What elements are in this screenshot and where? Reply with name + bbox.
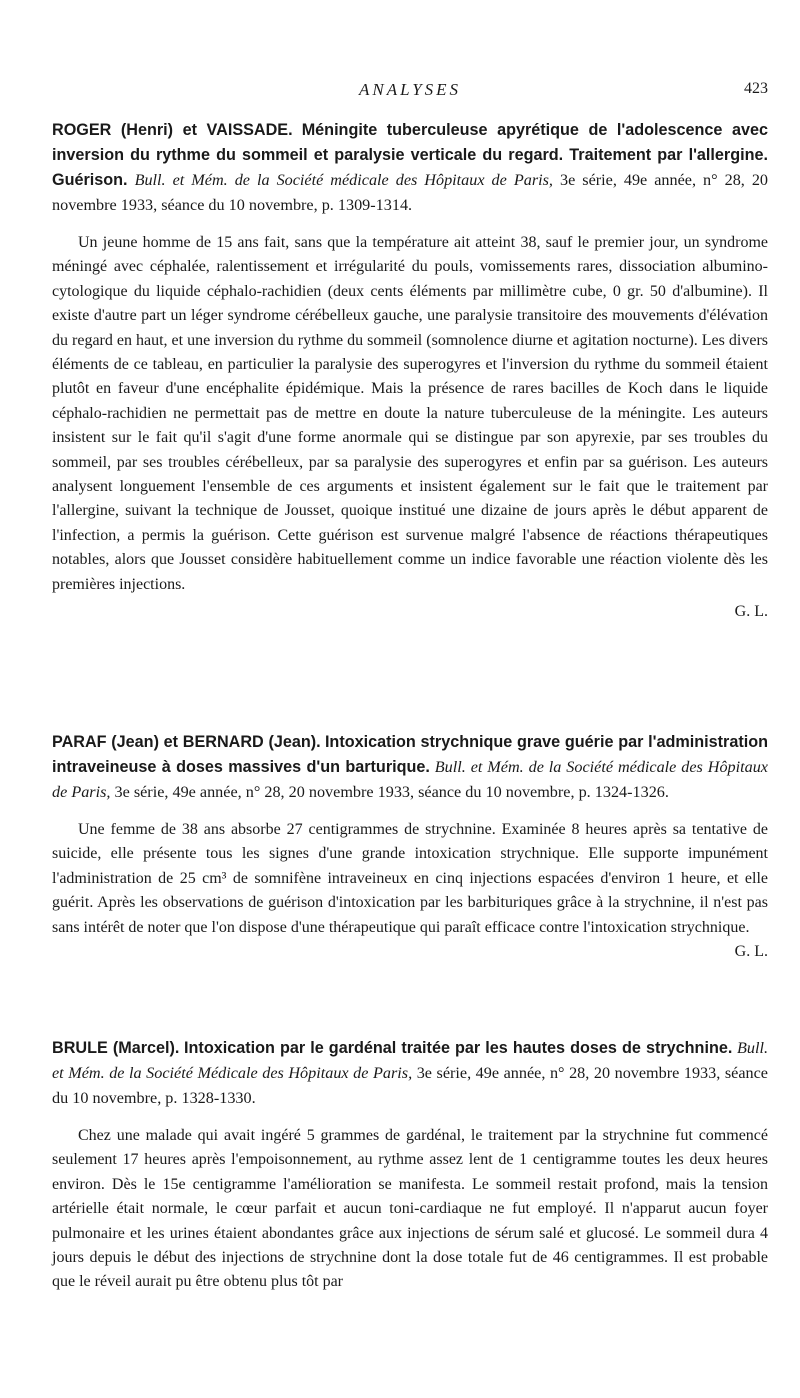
page-header (52, 80, 768, 104)
article-journal: Bull. et Mém. de la Société médicale des Hôpitaux de Paris, (52, 758, 768, 801)
article-roger-vaissade (52, 118, 768, 621)
article-authors: BRULE (Marcel). (52, 1039, 180, 1057)
article-title: Intoxication par le gardénal traitée par les hautes doses de strychnine. (184, 1039, 733, 1057)
article-body-text: Une femme de 38 ans absorbe 27 centigrammes de strychnine. Examinée 8 heures après sa tentative de suicide, elle présente tous les signes d'une grande intoxication strychnique. Elle supporte impunément l'administration de 25 cm³ de somnifène intraveineux en cinq injections espacées d'environ 1 heure, et elle guérit. Après les observations de guérison d'intoxication par les barbituriques grâce à la strychnine, il n'est pas sans intérêt de noter que l'on dispose d'une thérapeutique qui paraît efficace contre l'intoxication strychnique. (52, 821, 768, 936)
page-number: 423 (744, 80, 768, 97)
article-journal: Bull. et Mém. de la Société médicale des Hôpitaux de Paris, (134, 171, 553, 189)
article-body: Un jeune homme de 15 ans fait, sans que la température ait atteint 38, sauf le premier jour, un syndrome méningé avec céphalée, ralentissement et irrégularité du pouls, vomissements rares, dissociation albumino-cytologique du liquide céphalo-rachidien (deux cents éléments par millimètre cube, 0 gr. 50 d'albumine). Il existe d'autre part un léger syndrome cérébelleux gauche, une paralysie transitoire des mouvements d'élévation du regard en haut, et une inversion du rythme du sommeil (somnolence diurne et agitation nocturne). Les divers éléments de ce tableau, en particulier la paralysie des superogyres et l'inversion du rythme du sommeil étaient plutôt en faveur d'une encéphalite épidémique. Mais la présence de rares bacilles de Koch dans le liquide céphalo-rachidien ne permettait pas de mettre en doute la nature tuberculeuse de la méningite. Les auteurs insistent sur le fait qu'il s'agit d'une forme anormale qui se distingue par son apyrexie, par ses troubles du sommeil, par ses troubles cérébelleux, par sa paralysie des superogyres et enfin par sa guérison. Les auteurs analysent longuement l'ensemble de ces arguments et insistent également sur le fait que le traitement par l'allergine, suivant la technique de Jousset, quoique institué une dizaine de jours après le début apparent de l'infection, a permis la guérison. Cette guérison est survenue malgré l'absence de réactions thérapeutiques notables, alors que Jousset considère habituellement comme un indice favorable une réaction violente dès les premières injections. (52, 234, 768, 593)
article-signature: G. L. (734, 603, 768, 621)
article-brule (52, 1036, 768, 1295)
article-authors: ROGER (Henri) et VAISSADE. (52, 121, 293, 139)
article-journal: Bull. et Mém. de la Société Médicale des Hôpitaux de Paris, (52, 1039, 769, 1082)
article-citation: 3e série, 49e année, n° 28, 20 novembre 1933, séance du 10 novembre, p. 1324-1326. (114, 783, 669, 801)
article-paraf-bernard (52, 730, 768, 964)
running-title: ANALYSES (358, 80, 462, 99)
article-body: Chez une malade qui avait ingéré 5 grammes de gardénal, le traitement par la strychnine fut commencé seulement 17 heures après l'empoisonnement, au rythme assez lent de 1 centigramme toutes les deux heures environ. Dès le 15e centigramme l'amélioration se manifesta. Le sommeil restait profond, mais la tension artérielle était normale, le cœur parfait et aucun toni-cardiaque ne fut employé. Il n'apparut aucun foyer pulmonaire et les urines étaient abondantes grâce aux injections de sérum salé et glucosé. Le sommeil dura 4 jours depuis le début des injections de strychnine dont la dose totale fut de 46 centigrammes. Il est probable que le réveil aurait pu être obtenu plus tôt par (52, 1127, 768, 1291)
article-authors: PARAF (Jean) et BERNARD (Jean). (52, 733, 321, 751)
article-heading (52, 730, 768, 805)
article-heading (52, 1036, 768, 1111)
article-signature: G. L. (734, 943, 768, 961)
article-title: Méningite tuberculeuse apyrétique de l'adolescence avec inversion du rythme du sommeil et paralysie verticale du regard. Traitement par l'allergine. Guérison. (52, 121, 768, 189)
article-heading (52, 118, 768, 218)
article-title: Intoxication strychnique grave guérie par l'administration intraveineuse à doses massives d'un barturique. (52, 733, 768, 776)
article-citation: 3e série, 49e année, n° 28, 20 novembre 1933, séance du 10 novembre, p. 1309-1314. (52, 171, 769, 214)
article-citation: 3e série, 49e année, n° 28, 20 novembre 1933, séance du 10 novembre, p. 1328-1330. (52, 1064, 768, 1107)
article-body (52, 818, 768, 961)
